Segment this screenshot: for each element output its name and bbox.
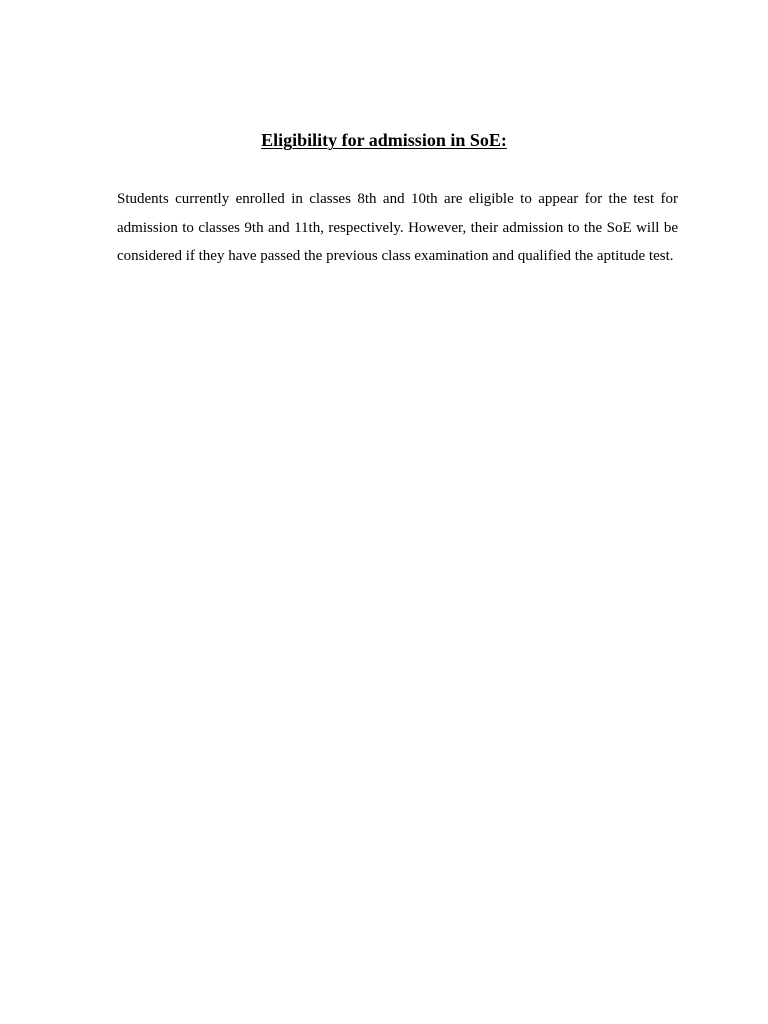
eligibility-paragraph: Students currently enrolled in classes 8th and 10th are eligible to appear for the test for admission to classes 9th and 11th, respectively. However, their admission to the SoE will be considered if they have passed the previous class examination and qualified the aptitude test. bbox=[117, 191, 678, 264]
page-title: Eligibility for admission in SoE: bbox=[261, 130, 507, 150]
